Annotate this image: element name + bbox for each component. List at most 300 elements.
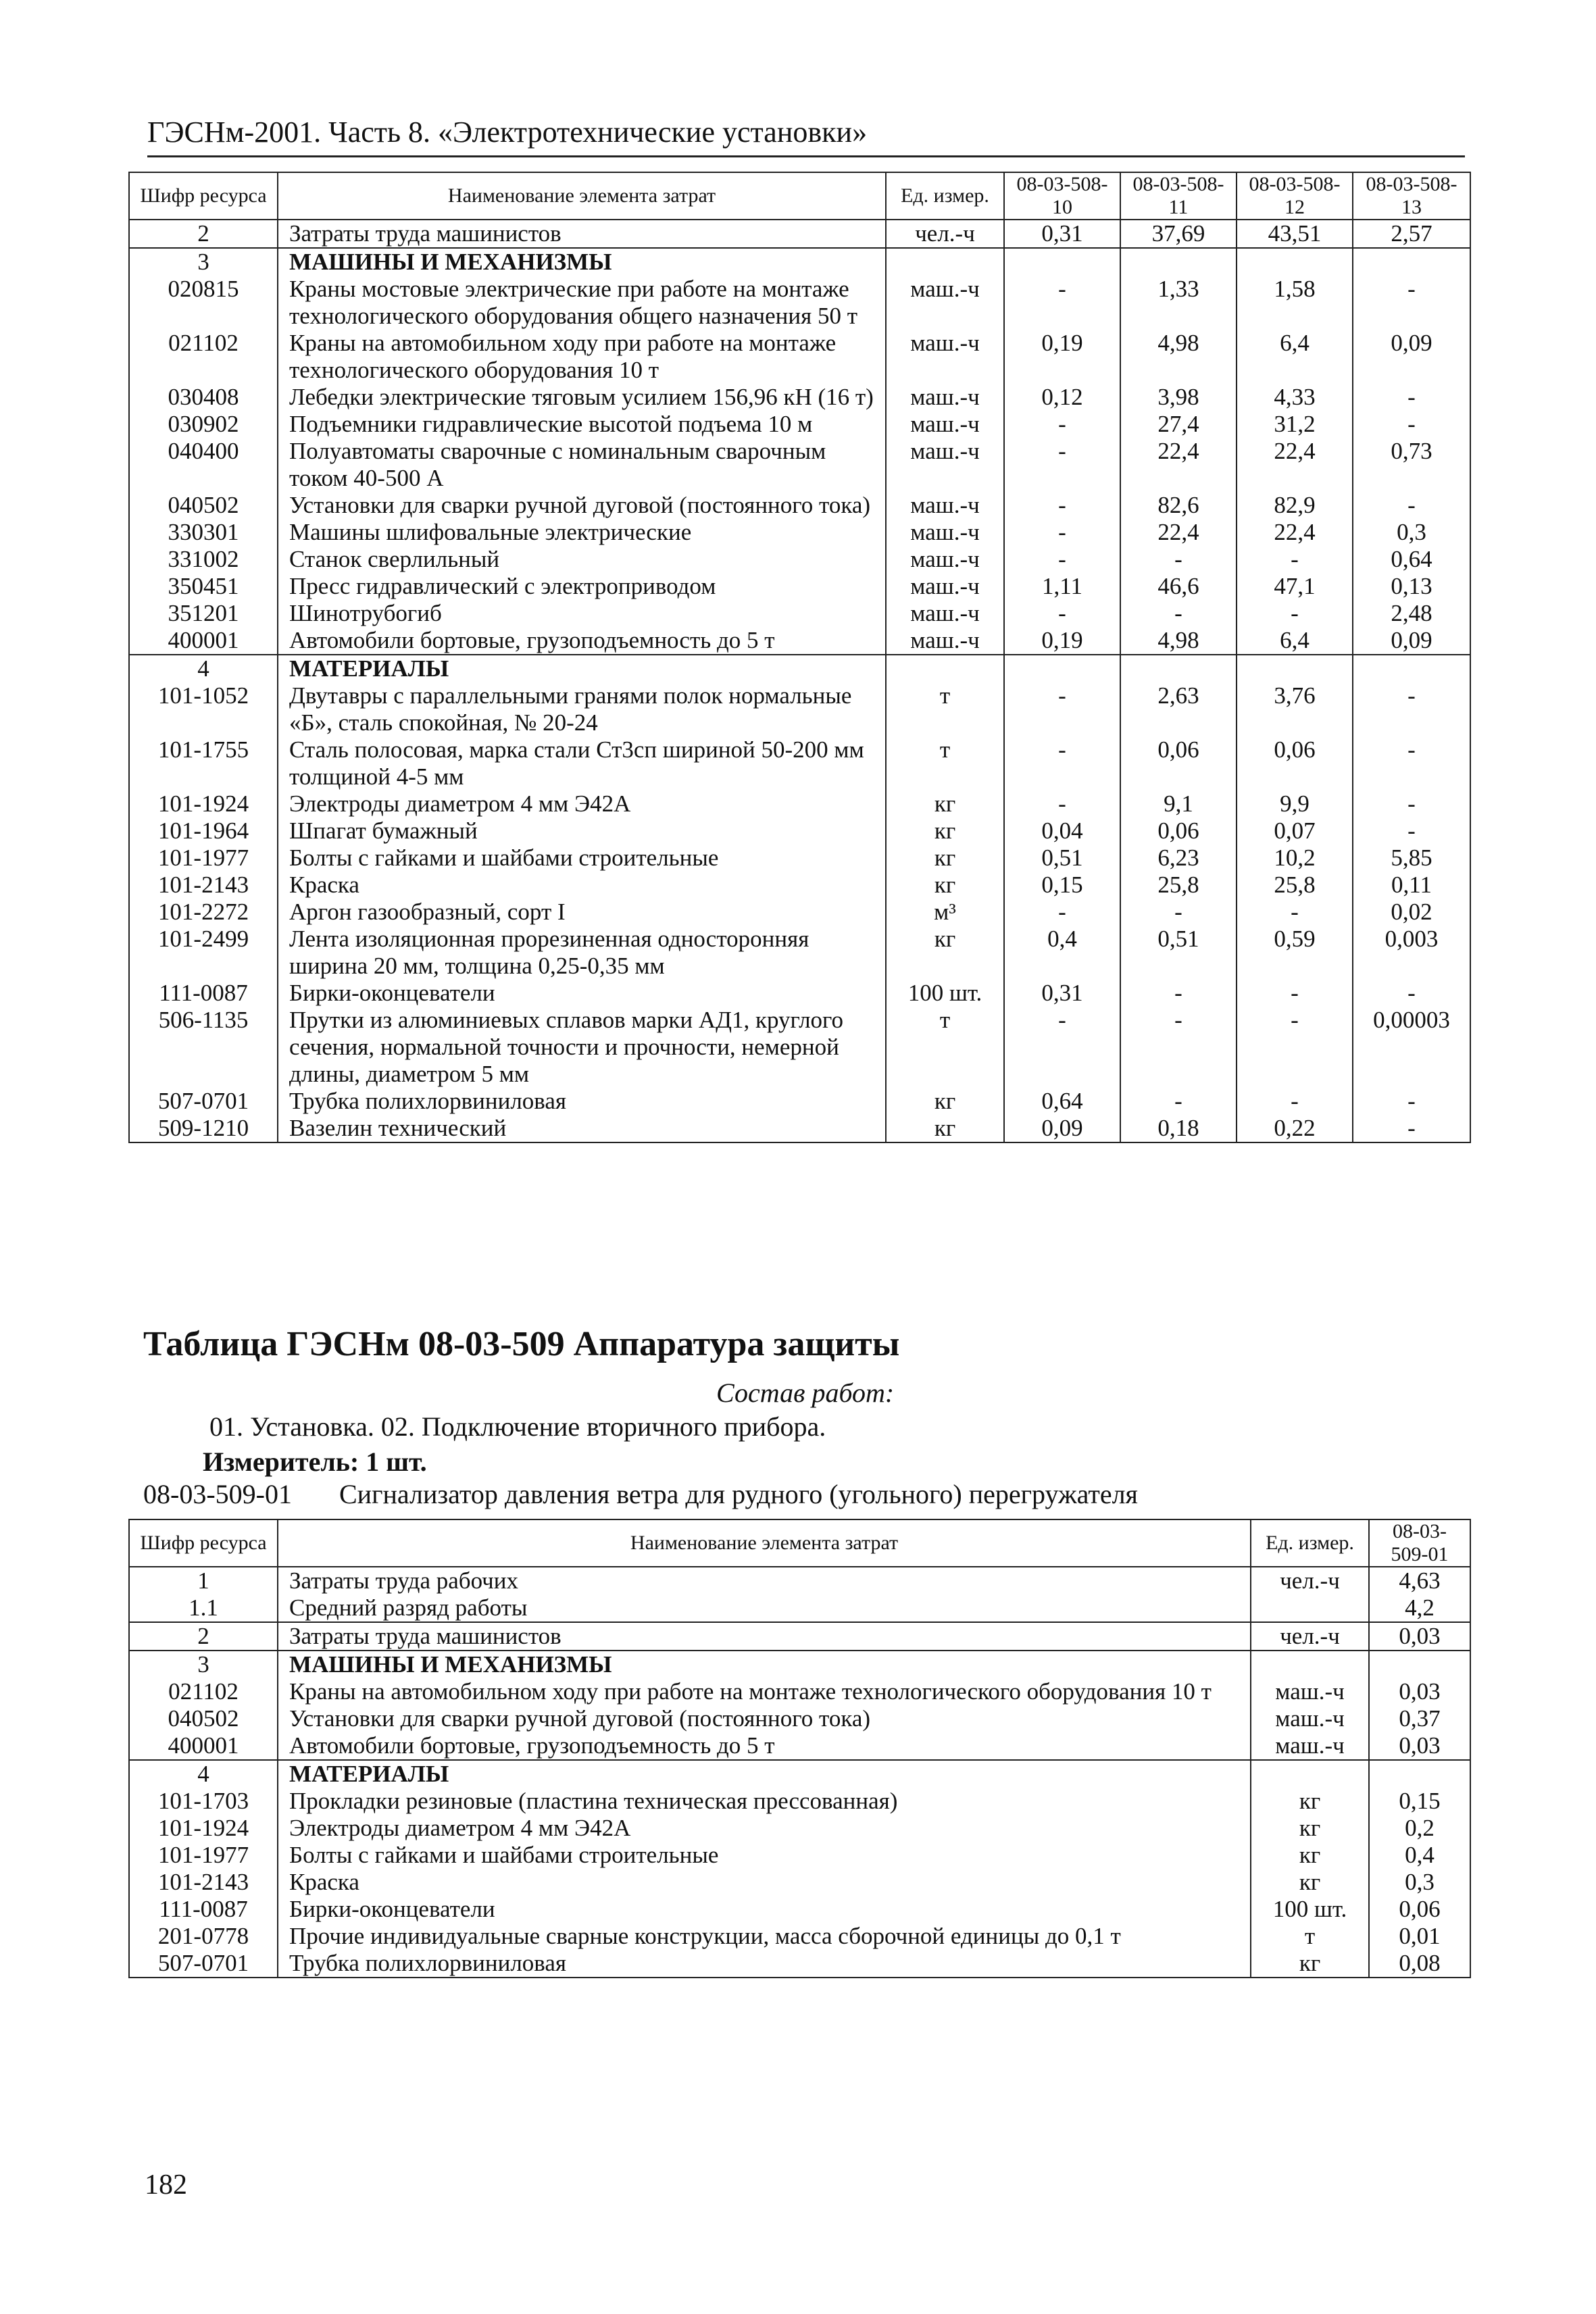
resource-code: 3 xyxy=(129,1651,278,1678)
resource-value: 82,9 xyxy=(1237,492,1353,519)
resource-name: Пресс гидравлический с электроприводом xyxy=(278,573,886,600)
resource-name: Машины шлифовальные электрические xyxy=(278,519,886,546)
page-number: 182 xyxy=(145,2169,187,2200)
table-row xyxy=(129,1950,1470,1978)
resource-value: 0,06 xyxy=(1120,818,1237,845)
resource-value: 0,06 xyxy=(1369,1896,1470,1923)
resource-value: 0,64 xyxy=(1353,546,1470,573)
resource-value: 0,07 xyxy=(1237,818,1353,845)
resource-code: 2 xyxy=(129,1622,278,1651)
resource-value: - xyxy=(1353,492,1470,519)
resource-unit: кг xyxy=(1251,1815,1369,1842)
resource-value: 4,98 xyxy=(1120,627,1237,655)
resource-name: Шинотрубогиб xyxy=(278,600,886,627)
norm-name: Сигнализатор давления ветра для рудного (угольного) перегружателя xyxy=(339,1479,1138,1509)
resource-name: Аргон газообразный, сорт I xyxy=(278,899,886,926)
resource-value: 0,15 xyxy=(1004,872,1120,899)
resource-unit: 100 шт. xyxy=(886,980,1004,1007)
resource-name: Установки для сварки ручной дуговой (постоянного тока) xyxy=(278,1705,1251,1732)
resource-value: 3,98 xyxy=(1120,384,1237,411)
resource-code: 021102 xyxy=(168,1678,239,1705)
resource-value: 1,11 xyxy=(1004,573,1120,600)
resource-code: 101-2143 xyxy=(157,872,249,898)
table-row xyxy=(129,1705,1470,1732)
resource-value: 0,4 xyxy=(1004,926,1120,980)
resource-code: 030902 xyxy=(168,411,239,437)
table-row xyxy=(129,1678,1470,1705)
resource-unit: кг xyxy=(1251,1842,1369,1869)
resource-value: - xyxy=(1120,899,1237,926)
resource-name: Автомобили бортовые, грузоподъемность до 5 т xyxy=(278,1732,1251,1760)
resource-unit: 100 шт. xyxy=(1251,1896,1369,1923)
resource-value: - xyxy=(1004,899,1120,926)
resource-value: - xyxy=(1353,682,1470,736)
page-header: ГЭСНм-2001. Часть 8. «Электротехнические установки» xyxy=(147,115,1465,157)
resource-unit xyxy=(1251,1651,1369,1678)
resource-value: 0,02 xyxy=(1353,899,1470,926)
resource-value: 0,19 xyxy=(1004,330,1120,384)
table-row xyxy=(129,276,1470,330)
resource-value: 0,64 xyxy=(1004,1088,1120,1115)
resource-code: 040502 xyxy=(168,492,239,518)
resource-value: 0,19 xyxy=(1004,627,1120,655)
resource-unit: маш.-ч xyxy=(886,492,1004,519)
resource-name: Краска xyxy=(278,1869,1251,1896)
resource-value: 0,37 xyxy=(1369,1705,1470,1732)
resource-name: Прокладки резиновые (пластина техническая прессованная) xyxy=(278,1788,1251,1815)
resource-code: 400001 xyxy=(168,1732,239,1759)
resource-code: 101-1964 xyxy=(157,818,249,844)
resource-code: 507-0701 xyxy=(157,1088,249,1114)
resource-value: 1,58 xyxy=(1237,276,1353,330)
resource-value: 22,4 xyxy=(1120,438,1237,492)
resource-value: - xyxy=(1353,818,1470,845)
resource-unit: маш.-ч xyxy=(886,573,1004,600)
resource-value: 25,8 xyxy=(1120,872,1237,899)
resource-value: - xyxy=(1120,980,1237,1007)
resource-code: 507-0701 xyxy=(157,1950,249,1976)
resource-unit: т xyxy=(1251,1923,1369,1950)
resource-unit: чел.-ч xyxy=(1251,1567,1369,1594)
table-row xyxy=(129,980,1470,1007)
resource-name: Электроды диаметром 4 мм Э42А xyxy=(278,790,886,818)
resource-value xyxy=(1237,248,1353,276)
resource-code: 040502 xyxy=(168,1705,239,1732)
header-col-3: 08-03-508-12 xyxy=(1237,172,1353,220)
resource-value xyxy=(1120,655,1237,682)
resource-value: 10,2 xyxy=(1237,845,1353,872)
resource-unit: кг xyxy=(1251,1950,1369,1978)
resource-unit: кг xyxy=(1251,1788,1369,1815)
resource-name: Затраты труда рабочих xyxy=(278,1567,1251,1594)
header-name: Наименование элемента затрат xyxy=(278,1519,1251,1567)
resource-value: 0,06 xyxy=(1120,736,1237,790)
resource-value: 0,12 xyxy=(1004,384,1120,411)
resource-code: 101-1755 xyxy=(157,736,249,763)
resource-value: 0,003 xyxy=(1353,926,1470,980)
resource-unit: маш.-ч xyxy=(1251,1732,1369,1760)
resource-value: 0,13 xyxy=(1353,573,1470,600)
table-header-row xyxy=(129,172,1470,220)
resource-value: 9,9 xyxy=(1237,790,1353,818)
resource-unit xyxy=(1251,1760,1369,1788)
table-row xyxy=(129,1896,1470,1923)
resource-name: Трубка полихлорвиниловая xyxy=(278,1088,886,1115)
resource-value: 0,09 xyxy=(1004,1115,1120,1142)
resource-value: 0,2 xyxy=(1369,1815,1470,1842)
resource-code: 4 xyxy=(129,655,278,682)
resource-value: 0,18 xyxy=(1120,1115,1237,1142)
table-row xyxy=(129,573,1470,600)
resource-value: 2,57 xyxy=(1353,220,1470,248)
resource-value xyxy=(1353,248,1470,276)
resource-value: 0,31 xyxy=(1004,220,1120,248)
resource-name: Прочие индивидуальные сварные конструкции, масса сборочной единицы до 0,1 т xyxy=(278,1923,1251,1950)
resource-value: 22,4 xyxy=(1237,519,1353,546)
table-row xyxy=(129,1732,1470,1760)
resource-value: 0,4 xyxy=(1369,1842,1470,1869)
norm-code: 08-03-509-01 xyxy=(143,1479,292,1509)
resource-name: Бирки-оконцеватели xyxy=(278,1896,1251,1923)
resource-name: Станок сверлильный xyxy=(278,546,886,573)
resource-value: - xyxy=(1004,492,1120,519)
table-row xyxy=(129,248,1470,276)
resource-value: 0,06 xyxy=(1237,736,1353,790)
resource-value: 4,33 xyxy=(1237,384,1353,411)
resource-code: 021102 xyxy=(168,330,239,356)
resource-table-508 xyxy=(128,172,1471,1143)
table-row xyxy=(129,1815,1470,1842)
resource-code: 111-0087 xyxy=(159,980,248,1006)
resource-value: 0,00003 xyxy=(1353,1007,1470,1088)
resource-code: 101-1703 xyxy=(157,1788,249,1814)
resource-value: - xyxy=(1004,736,1120,790)
resource-code: 4 xyxy=(129,1760,278,1788)
resource-code: 350451 xyxy=(168,573,239,599)
resource-code: 2 xyxy=(197,220,209,247)
table-row xyxy=(129,1007,1470,1088)
resource-name: Краны на автомобильном ходу при работе на монтаже технологического оборудования 10 т xyxy=(278,1678,1251,1705)
resource-value: 9,1 xyxy=(1120,790,1237,818)
table-row xyxy=(129,384,1470,411)
resource-name: Трубка полихлорвиниловая xyxy=(278,1950,1251,1978)
resource-value: - xyxy=(1004,276,1120,330)
resource-value: 0,51 xyxy=(1120,926,1237,980)
resource-code: 330301 xyxy=(168,519,239,545)
resource-code: 351201 xyxy=(168,600,239,626)
resource-name: Двутавры с параллельными гранями полок нормальные «Б», сталь спокойная, № 20-24 xyxy=(278,682,886,736)
resource-unit: кг xyxy=(886,790,1004,818)
header-unit: Ед. измер. xyxy=(886,172,1004,220)
resource-value: 6,4 xyxy=(1237,627,1353,655)
resource-value xyxy=(1237,655,1353,682)
resource-unit: маш.-ч xyxy=(1251,1678,1369,1705)
header-col-1: 08-03-509-01 xyxy=(1369,1519,1470,1567)
resource-value: 22,4 xyxy=(1237,438,1353,492)
resource-value: - xyxy=(1004,438,1120,492)
resource-name: Сталь полосовая, марка стали Ст3сп шириной 50-200 мм толщиной 4-5 мм xyxy=(278,736,886,790)
resource-unit xyxy=(886,655,1004,682)
resource-value: - xyxy=(1237,980,1353,1007)
resource-value: 0,73 xyxy=(1353,438,1470,492)
resource-code: 101-1052 xyxy=(157,682,249,709)
resource-value xyxy=(1369,1760,1470,1788)
resource-name: МАШИНЫ И МЕХАНИЗМЫ xyxy=(278,248,886,276)
resource-value: - xyxy=(1004,682,1120,736)
resource-value xyxy=(1369,1651,1470,1678)
resource-code: 331002 xyxy=(168,546,239,572)
resource-table-509 xyxy=(128,1519,1471,1978)
resource-value: 82,6 xyxy=(1120,492,1237,519)
resource-value xyxy=(1120,248,1237,276)
resource-unit: кг xyxy=(886,872,1004,899)
table-row xyxy=(129,1567,1470,1594)
resource-value: 27,4 xyxy=(1120,411,1237,438)
resource-value: 1,33 xyxy=(1120,276,1237,330)
resource-unit: т xyxy=(886,1007,1004,1088)
resource-name: Затраты труда машинистов xyxy=(278,220,886,248)
table-row xyxy=(129,1869,1470,1896)
resource-name: Затраты труда машинистов xyxy=(278,1622,1251,1651)
resource-value: - xyxy=(1004,546,1120,573)
resource-unit: м³ xyxy=(886,899,1004,926)
resource-value: - xyxy=(1004,600,1120,627)
resource-unit: маш.-ч xyxy=(886,276,1004,330)
table-row xyxy=(129,655,1470,682)
resource-value: - xyxy=(1353,411,1470,438)
resource-unit: маш.-ч xyxy=(886,411,1004,438)
resource-name: Болты с гайками и шайбами строительные xyxy=(278,845,886,872)
resource-name: Краска xyxy=(278,872,886,899)
resource-value: - xyxy=(1237,899,1353,926)
table-row xyxy=(129,330,1470,384)
resource-name: Бирки-оконцеватели xyxy=(278,980,886,1007)
resource-unit: кг xyxy=(886,1115,1004,1142)
resource-value: 0,3 xyxy=(1353,519,1470,546)
resource-unit: чел.-ч xyxy=(1251,1622,1369,1651)
resource-value: 4,2 xyxy=(1369,1594,1470,1622)
resource-name: Установки для сварки ручной дуговой (постоянного тока) xyxy=(278,492,886,519)
resource-code: 020815 xyxy=(168,276,239,302)
table-row xyxy=(129,1088,1470,1115)
resource-value: 46,6 xyxy=(1120,573,1237,600)
resource-unit: маш.-ч xyxy=(886,438,1004,492)
resource-unit: маш.-ч xyxy=(886,330,1004,384)
header-name: Наименование элемента затрат xyxy=(278,172,886,220)
resource-code: 111-0087 xyxy=(159,1896,248,1922)
resource-value: - xyxy=(1237,1007,1353,1088)
table-row xyxy=(129,899,1470,926)
resource-code: 400001 xyxy=(168,627,239,653)
resource-value: 22,4 xyxy=(1120,519,1237,546)
header-col-2: 08-03-508-11 xyxy=(1120,172,1237,220)
resource-value: - xyxy=(1237,546,1353,573)
table-row xyxy=(129,1842,1470,1869)
table-row xyxy=(129,519,1470,546)
table-row xyxy=(129,1760,1470,1788)
resource-value: - xyxy=(1237,1088,1353,1115)
resource-code: 101-1977 xyxy=(157,845,249,871)
table-row xyxy=(129,1622,1470,1651)
resource-name: МАТЕРИАЛЫ xyxy=(278,1760,1251,1788)
resource-name: МАТЕРИАЛЫ xyxy=(278,655,886,682)
resource-value: 47,1 xyxy=(1237,573,1353,600)
header-col-4: 08-03-508-13 xyxy=(1353,172,1470,220)
resource-unit xyxy=(886,248,1004,276)
norm-line xyxy=(143,1478,1138,1510)
resource-value: 0,08 xyxy=(1369,1950,1470,1978)
resource-value: - xyxy=(1004,519,1120,546)
resource-code: 040400 xyxy=(168,438,239,464)
resource-value: - xyxy=(1353,1088,1470,1115)
header-unit: Ед. измер. xyxy=(1251,1519,1369,1567)
table-row xyxy=(129,1788,1470,1815)
table-row xyxy=(129,872,1470,899)
resource-code: 3 xyxy=(129,248,278,276)
resource-value: - xyxy=(1353,276,1470,330)
resource-name: Краны на автомобильном ходу при работе на монтаже технологического оборудования 10 т xyxy=(278,330,886,384)
resource-code: 201-0778 xyxy=(157,1923,249,1949)
resource-value xyxy=(1004,248,1120,276)
table-row xyxy=(129,627,1470,655)
resource-value: 5,85 xyxy=(1353,845,1470,872)
resource-value: - xyxy=(1120,1088,1237,1115)
resource-name: Полуавтоматы сварочные с номинальным сварочным током 40-500 А xyxy=(278,438,886,492)
resource-unit: кг xyxy=(886,1088,1004,1115)
resource-name: Прутки из алюминиевых сплавов марки АД1, круглого сечения, нормальной точности и прочности, немерной длины, диаметром 5 мм xyxy=(278,1007,886,1088)
resource-value: 6,23 xyxy=(1120,845,1237,872)
resource-value: - xyxy=(1120,1007,1237,1088)
table-row xyxy=(129,818,1470,845)
resource-value: - xyxy=(1120,546,1237,573)
resource-unit: маш.-ч xyxy=(886,519,1004,546)
resource-name: Лебедки электрические тяговым усилием 156,96 кН (16 т) xyxy=(278,384,886,411)
resource-name: Краны мостовые электрические при работе на монтаже технологического оборудования общего назначения 50 т xyxy=(278,276,886,330)
resource-name: Средний разряд работы xyxy=(278,1594,1251,1622)
resource-name: МАШИНЫ И МЕХАНИЗМЫ xyxy=(278,1651,1251,1678)
resource-code: 101-2143 xyxy=(157,1869,249,1895)
resource-value: - xyxy=(1353,384,1470,411)
resource-code: 101-1924 xyxy=(157,790,249,817)
table-row xyxy=(129,682,1470,736)
resource-code: 1.1 xyxy=(189,1594,218,1621)
resource-code: 509-1210 xyxy=(157,1115,249,1141)
operations-text: 01. Установка. 02. Подключение вторичного прибора. xyxy=(209,1411,826,1442)
table-row xyxy=(129,1115,1470,1142)
table-row xyxy=(129,845,1470,872)
resource-value: 37,69 xyxy=(1120,220,1237,248)
resource-unit: маш.-ч xyxy=(886,384,1004,411)
resource-code: 101-2272 xyxy=(157,899,249,925)
resource-value: 0,11 xyxy=(1353,872,1470,899)
header-col-1: 08-03-508-10 xyxy=(1004,172,1120,220)
header-code: Шифр ресурса xyxy=(129,1519,278,1567)
resource-name: Лента изоляционная прорезиненная односторонняя ширина 20 мм, толщина 0,25-0,35 мм xyxy=(278,926,886,980)
resource-value: - xyxy=(1237,600,1353,627)
resource-value: 0,59 xyxy=(1237,926,1353,980)
table-row xyxy=(129,438,1470,492)
resource-code: 506-1135 xyxy=(158,1007,249,1033)
resource-unit: маш.-ч xyxy=(886,600,1004,627)
resource-value: 4,63 xyxy=(1369,1567,1470,1594)
resource-unit: кг xyxy=(1251,1869,1369,1896)
resource-value: - xyxy=(1004,790,1120,818)
table-row xyxy=(129,492,1470,519)
resource-value: 31,2 xyxy=(1237,411,1353,438)
resource-unit: чел.-ч xyxy=(886,220,1004,248)
resource-unit: маш.-ч xyxy=(1251,1705,1369,1732)
header-code: Шифр ресурса xyxy=(129,172,278,220)
resource-value: 2,63 xyxy=(1120,682,1237,736)
resource-code: 101-1977 xyxy=(157,1842,249,1868)
resource-value: 6,4 xyxy=(1237,330,1353,384)
resource-value xyxy=(1004,655,1120,682)
resource-value xyxy=(1353,655,1470,682)
resource-name: Подъемники гидравлические высотой подъема 10 м xyxy=(278,411,886,438)
resource-name: Электроды диаметром 4 мм Э42А xyxy=(278,1815,1251,1842)
resource-unit: кг xyxy=(886,818,1004,845)
resource-value: 0,04 xyxy=(1004,818,1120,845)
table-row xyxy=(129,736,1470,790)
resource-value: 3,76 xyxy=(1237,682,1353,736)
resource-value: 4,98 xyxy=(1120,330,1237,384)
resource-value: 0,09 xyxy=(1353,627,1470,655)
resource-value: 25,8 xyxy=(1237,872,1353,899)
measure-text: Измеритель: 1 шт. xyxy=(203,1447,427,1477)
resource-value: 0,09 xyxy=(1353,330,1470,384)
resource-name: Вазелин технический xyxy=(278,1115,886,1142)
resource-value: 0,3 xyxy=(1369,1869,1470,1896)
resource-value: 0,22 xyxy=(1237,1115,1353,1142)
resource-value: - xyxy=(1120,600,1237,627)
resource-unit: кг xyxy=(886,926,1004,980)
resource-value: 0,31 xyxy=(1004,980,1120,1007)
table-row xyxy=(129,1923,1470,1950)
resource-code: 101-2499 xyxy=(157,926,249,952)
resource-value: - xyxy=(1353,1115,1470,1142)
resource-value: - xyxy=(1353,790,1470,818)
resource-code: 030408 xyxy=(168,384,239,410)
resource-value: 0,03 xyxy=(1369,1732,1470,1760)
table-row xyxy=(129,790,1470,818)
table-row xyxy=(129,1594,1470,1622)
resource-name: Болты с гайками и шайбами строительные xyxy=(278,1842,1251,1869)
table-header-row xyxy=(129,1519,1470,1567)
table-title: Таблица ГЭСНм 08-03-509 Аппаратура защиты xyxy=(143,1325,900,1363)
resource-value: 0,01 xyxy=(1369,1923,1470,1950)
table-row xyxy=(129,220,1470,248)
table-row xyxy=(129,411,1470,438)
resource-value: 0,15 xyxy=(1369,1788,1470,1815)
composition-label: Состав работ: xyxy=(716,1378,895,1408)
resource-value: 2,48 xyxy=(1353,600,1470,627)
resource-unit: маш.-ч xyxy=(886,627,1004,655)
resource-unit: кг xyxy=(886,845,1004,872)
resource-unit: маш.-ч xyxy=(886,546,1004,573)
resource-value: - xyxy=(1353,736,1470,790)
table-row xyxy=(129,546,1470,573)
resource-value: - xyxy=(1353,980,1470,1007)
resource-unit: т xyxy=(886,682,1004,736)
table-row xyxy=(129,1651,1470,1678)
resource-unit: т xyxy=(886,736,1004,790)
resource-value: 0,03 xyxy=(1369,1622,1470,1651)
resource-code: 101-1924 xyxy=(157,1815,249,1841)
resource-value: - xyxy=(1004,411,1120,438)
resource-name: Шпагат бумажный xyxy=(278,818,886,845)
resource-value: 43,51 xyxy=(1237,220,1353,248)
resource-name: Автомобили бортовые, грузоподъемность до 5 т xyxy=(278,627,886,655)
